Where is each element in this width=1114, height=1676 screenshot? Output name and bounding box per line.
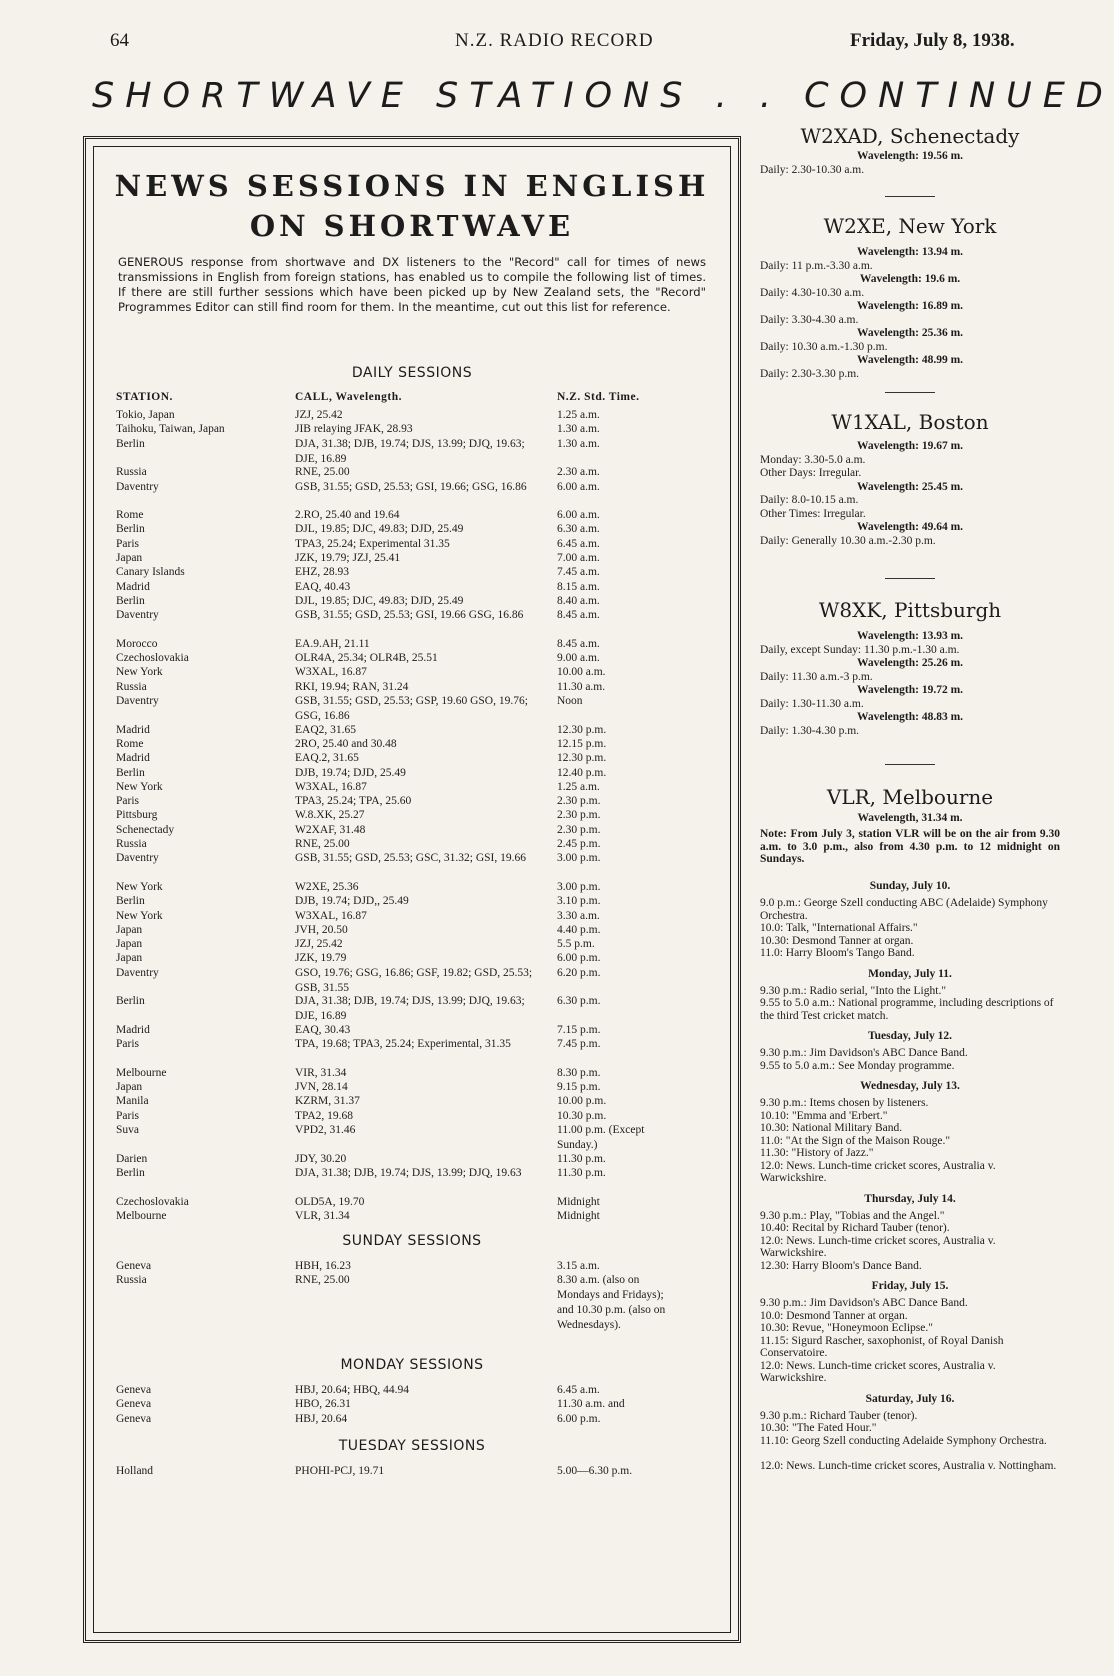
nz-time: 3.00 p.m. xyxy=(557,880,601,893)
schedule-line: Other Times: Irregular. xyxy=(760,507,866,520)
station-call: VIR, 31.34 xyxy=(295,1066,347,1079)
nz-time: 2.45 p.m. xyxy=(557,838,601,850)
station-name: Taihoku, Taiwan, Japan xyxy=(116,423,225,436)
nz-time: 12.40 p.m. xyxy=(557,766,607,779)
station-call: JVN, 28.14 xyxy=(295,1081,348,1094)
station-call: DJB, 19.74; DJD, 25.49 xyxy=(295,766,406,779)
wavelength: Wavelength: 48.99 m. xyxy=(856,354,964,366)
station-name: Pittsburg xyxy=(116,809,158,822)
nz-time: 1.25 a.m. xyxy=(557,409,600,421)
programme-item: 9.30 p.m.: Items chosen by listeners. xyxy=(760,1097,929,1109)
programme-item: 9.30 p.m.: Jim Davidson's ABC Dance Band. xyxy=(760,1047,968,1059)
nz-time: Midnight xyxy=(557,1195,600,1208)
programme-day: Saturday, July 16. xyxy=(865,1392,955,1405)
station-call: W3XAL, 16.87 xyxy=(295,780,367,793)
nz-time: 1.30 a.m. xyxy=(557,423,600,436)
station-name: Berlin xyxy=(116,895,145,908)
station-call: GSB, 31.55; GSD, 25.53; GSC, 31.32; GSI, 19.66 xyxy=(295,852,526,865)
station-name: Geneva xyxy=(116,1260,152,1273)
programme-item: 12.0: News. Lunch-time cricket scores, Australia v. Nottingham. xyxy=(760,1459,1057,1472)
station-name: Geneva xyxy=(116,1398,152,1411)
station-call: RNE, 25.00 xyxy=(295,838,350,850)
programme-item: 12.0: News. Lunch-time cricket scores, Australia v. Warwickshire. xyxy=(760,1159,996,1184)
station-name: Madrid xyxy=(116,752,150,765)
station-name: Tokio, Japan xyxy=(116,409,175,421)
programme-item: 12.0: News. Lunch-time cricket scores, Australia v. Warwickshire. xyxy=(760,1234,996,1259)
nz-time: 11.30 p.m. xyxy=(557,1152,606,1165)
divider-rule xyxy=(885,578,935,579)
programme-item: 10.10: "Emma and 'Erbert." xyxy=(760,1109,888,1122)
station-name: Paris xyxy=(116,537,139,550)
section-banner: SHORTWAVE STATIONS . . CONTINUED xyxy=(92,76,1114,116)
nz-time: 6.30 p.m. xyxy=(557,995,601,1008)
nz-time: Noon xyxy=(557,695,583,707)
programme-item: 9.30 p.m.: Play, "Tobias and the Angel." xyxy=(760,1209,945,1222)
station-call: W2XE, 25.36 xyxy=(295,880,359,893)
nz-time: 5.00—6.30 p.m. xyxy=(557,1464,633,1477)
station-name: Daventry xyxy=(116,966,159,979)
publication-name: N.Z. RADIO RECORD xyxy=(455,30,654,51)
nz-time: 12.15 p.m. xyxy=(557,737,607,750)
nz-time: 6.00 p.m. xyxy=(557,1412,601,1425)
nz-time: 3.00 p.m. xyxy=(557,852,601,865)
station-name: Russia xyxy=(116,680,147,693)
schedule-line: Daily, except Sunday: 11.30 p.m.-1.30 a.m. xyxy=(760,643,960,656)
station-name: Berlin xyxy=(116,523,145,536)
schedule-line: Daily: 1.30-11.30 a.m. xyxy=(760,697,864,710)
wavelength: Wavelength: 19.6 m. xyxy=(859,273,961,285)
programme-item: 9.55 to 5.0 a.m.: See Monday programme. xyxy=(760,1059,955,1072)
station-call: JIB relaying JFAK, 28.93 xyxy=(295,423,413,436)
programme-item: 12.0: News. Lunch-time cricket scores, Australia v. Warwickshire. xyxy=(760,1359,996,1384)
station-name: Paris xyxy=(116,795,139,808)
nz-time: 9.00 a.m. xyxy=(557,652,600,665)
station-call: EAQ, 30.43 xyxy=(295,1023,351,1036)
station-call: DJA, 31.38; DJB, 19.74; DJS, 13.99; DJQ, 19.63 xyxy=(295,1166,522,1179)
station-call: 2.RO, 25.40 and 19.64 xyxy=(295,509,400,522)
station-name: Madrid xyxy=(116,580,150,593)
station-call: EHZ, 28.93 xyxy=(295,566,349,579)
wavelength: Wavelength: 19.72 m. xyxy=(856,684,964,696)
station-name: Suva xyxy=(116,1124,139,1136)
station-name: Berlin xyxy=(116,766,145,779)
station-call: KZRM, 31.37 xyxy=(295,1095,360,1108)
programme-item: 11.0: Harry Bloom's Tango Band. xyxy=(760,947,915,959)
nz-time: 3.10 p.m. xyxy=(557,895,601,908)
box-subtitle: ON SHORTWAVE xyxy=(249,209,575,243)
nz-time: 3.30 a.m. xyxy=(557,909,600,922)
sunday-heading: SUNDAY SESSIONS xyxy=(342,1233,482,1250)
programme-day: Friday, July 15. xyxy=(871,1280,949,1292)
station-call: W2XAF, 31.48 xyxy=(295,823,366,836)
intro-paragraph: GENEROUS response from shortwave and DX listeners to the "Record" call for times of news transmissions in English from foreign stations, has enabled us to compile the following list of times. If there are still further sessions which have been picked up by New Zealand sets, the "Record" Programmes Editor can still find room for them. In the meantime, cut out this list for reference. xyxy=(118,255,706,314)
schedule-line: Daily: 2.30-3.30 p.m. xyxy=(760,367,860,380)
station-name: New York xyxy=(116,780,163,793)
nz-time: 6.45 a.m. xyxy=(557,1383,600,1396)
schedule-line: Daily: Generally 10.30 a.m.-2.30 p.m. xyxy=(760,534,936,547)
nz-time: 12.30 p.m. xyxy=(557,723,607,736)
station-name: Berlin xyxy=(116,594,145,607)
station-name: Schenectady xyxy=(116,823,175,836)
nz-time: 8.30 a.m. (also on Mondays and Fridays); and 10.30 p.m. (also on Wednesdays). xyxy=(557,1274,666,1332)
programme-item: 10.30: National Military Band. xyxy=(760,1122,903,1134)
station-name: Russia xyxy=(116,838,147,850)
monday-heading: MONDAY SESSIONS xyxy=(340,1356,484,1373)
station-call: HBJ, 20.64; HBQ, 44.94 xyxy=(295,1383,410,1396)
station-name: New York xyxy=(116,666,163,679)
station-call: W3XAL, 16.87 xyxy=(295,909,367,922)
w2xe-station-name: W2XE, New York xyxy=(823,214,997,238)
station-name: Czechoslovakia xyxy=(116,652,189,665)
station-call: GSO, 19.76; GSG, 16.86; GSF, 19.82; GSD, 25.53; GSB, 31.55 xyxy=(295,966,533,994)
station-name: Daventry xyxy=(116,695,159,707)
station-name: New York xyxy=(116,880,163,893)
programme-day: Monday, July 11. xyxy=(868,967,952,980)
station-name: Rome xyxy=(116,737,144,750)
station-name: Manila xyxy=(116,1095,149,1108)
issue-date: Friday, July 8, 1938. xyxy=(850,30,1015,51)
schedule-line: Daily: 11.30 a.m.-3 p.m. xyxy=(760,670,873,683)
nz-time: 7.15 p.m. xyxy=(557,1023,601,1036)
nz-time: 2.30 p.m. xyxy=(557,809,601,822)
station-call: TPA3, 25.24; Experimental 31.35 xyxy=(295,537,450,550)
programme-item: 9.30 p.m.: Richard Tauber (tenor). xyxy=(760,1409,918,1422)
station-name: Paris xyxy=(116,1109,139,1122)
station-call: JZJ, 25.42 xyxy=(295,409,343,421)
station-name: Japan xyxy=(116,1081,143,1094)
nz-time: 6.20 p.m. xyxy=(557,966,601,979)
station-name: Daventry xyxy=(116,852,159,865)
station-call: RNE, 25.00 xyxy=(295,466,350,479)
programme-item: 10.0: Desmond Tanner at organ. xyxy=(760,1309,908,1322)
nz-time: 8.15 a.m. xyxy=(557,580,600,593)
wavelength: Wavelength: 19.56 m. xyxy=(856,150,964,162)
nz-time: 11.30 p.m. xyxy=(557,1166,606,1179)
station-name: Berlin xyxy=(116,1166,145,1179)
wavelength: Wavelength: 48.83 m. xyxy=(856,711,964,723)
station-call: GSB, 31.55; GSD, 25.53; GSI, 19.66; GSG, 16.86 xyxy=(295,480,527,493)
divider-rule xyxy=(885,392,935,393)
station-name: Canary Islands xyxy=(116,566,185,579)
programme-item: 11.15: Sigurd Rascher, saxophonist, of Royal Danish Conservatoire. xyxy=(760,1334,1004,1359)
station-call: 2RO, 25.40 and 30.48 xyxy=(295,737,397,750)
station-name: Geneva xyxy=(116,1383,152,1396)
nz-time: 6.00 a.m. xyxy=(557,509,600,522)
programme-item: 9.30 p.m.: Jim Davidson's ABC Dance Band. xyxy=(760,1297,968,1309)
news-sessions-inner xyxy=(93,146,731,1633)
wavelength: Wavelength: 13.94 m. xyxy=(856,246,964,258)
station-name: Morocco xyxy=(116,637,158,650)
divider-rule xyxy=(885,196,935,197)
wavelength: Wavelength: 49.64 m. xyxy=(856,521,964,533)
station-name: Japan xyxy=(116,923,143,936)
wavelength: Wavelength: 19.67 m. xyxy=(856,440,964,452)
station-call: JZK, 19.79 xyxy=(295,952,347,965)
station-call: GSB, 31.55; GSD, 25.53; GSP, 19.60 GSO, 19.76; GSG, 16.86 xyxy=(295,695,528,722)
nz-time: 2.30 p.m. xyxy=(557,823,601,836)
nz-time: 10.30 p.m. xyxy=(557,1109,607,1122)
schedule-line: Monday: 3.30-5.0 a.m. xyxy=(760,453,866,466)
schedule-line: Daily: 8.0-10.15 a.m. xyxy=(760,494,859,506)
station-call: VPD2, 31.46 xyxy=(295,1124,356,1136)
wavelength: Wavelength, 31.34 m. xyxy=(857,812,963,824)
nz-time: Midnight xyxy=(557,1209,600,1222)
station-call: TPA2, 19.68 xyxy=(295,1109,354,1122)
station-name: Japan xyxy=(116,952,143,965)
programme-day: Wednesday, July 13. xyxy=(860,1080,960,1092)
nz-time: 3.15 a.m. xyxy=(557,1260,600,1273)
nz-time: 7.00 a.m. xyxy=(557,552,600,564)
nz-time: 6.30 a.m. xyxy=(557,523,600,536)
programme-item: 9.30 p.m.: Radio serial, "Into the Light." xyxy=(760,984,947,997)
nz-time: 10.00 a.m. xyxy=(557,666,606,679)
station-call: W.8.XK, 25.27 xyxy=(295,809,365,822)
schedule-line: Daily: 2.30-10.30 a.m. xyxy=(760,164,865,176)
station-name: Daventry xyxy=(116,480,159,493)
station-call: W3XAL, 16.87 xyxy=(295,666,367,679)
schedule-line: Daily: 4.30-10.30 a.m. xyxy=(760,286,865,299)
nz-time: 1.30 a.m. xyxy=(557,437,600,450)
station-call: RKI, 19.94; RAN, 31.24 xyxy=(295,680,409,693)
programme-item: 9.55 to 5.0 a.m.: National programme, including descriptions of the third Test cricket match. xyxy=(760,997,1054,1022)
programme-item: 12.30: Harry Bloom's Dance Band. xyxy=(760,1259,922,1272)
station-name: Japan xyxy=(116,938,143,951)
nz-time: 9.15 p.m. xyxy=(557,1081,601,1094)
station-call: HBH, 16.23 xyxy=(295,1260,351,1273)
station-call: DJA, 31.38; DJB, 19.74; DJS, 13.99; DJQ, 19.63; DJE, 16.89 xyxy=(295,995,525,1023)
station-name: Japan xyxy=(116,552,143,564)
station-call: DJL, 19.85; DJC, 49.83; DJD, 25.49 xyxy=(295,594,464,607)
station-call: EAQ.2, 31.65 xyxy=(295,752,359,765)
station-call: RNE, 25.00 xyxy=(295,1274,350,1287)
station-name: Holland xyxy=(116,1464,154,1477)
programme-item: 10.30: Desmond Tanner at organ. xyxy=(760,934,914,947)
station-name: Czechoslovakia xyxy=(116,1195,189,1208)
station-name: New York xyxy=(116,909,163,922)
nz-time: 5.5 p.m. xyxy=(557,938,595,951)
schedule-line: Other Days: Irregular. xyxy=(760,467,862,479)
nz-time: 11.30 a.m. xyxy=(557,680,606,693)
vlr-station-name: VLR, Melbourne xyxy=(826,785,994,809)
station-call: OLD5A, 19.70 xyxy=(295,1195,365,1208)
station-call: EA.9.AH, 21.11 xyxy=(295,637,370,650)
programme-item: 11.10: Georg Szell conducting Adelaide Symphony Orchestra. xyxy=(760,1434,1047,1447)
nz-time: 10.00 p.m. xyxy=(557,1095,607,1108)
wavelength: Wavelength: 25.26 m. xyxy=(856,657,964,669)
programme-item: 11.30: "History of Jazz." xyxy=(760,1147,874,1159)
station-call: EAQ2, 31.65 xyxy=(295,723,357,736)
box-title: NEWS SESSIONS IN ENGLISH xyxy=(114,169,710,203)
station-call: JVH, 20.50 xyxy=(295,923,348,936)
station-name: Russia xyxy=(116,466,147,479)
nz-time: 6.45 a.m. xyxy=(557,537,600,550)
nz-time: 2.30 a.m. xyxy=(557,466,600,479)
nz-time: 7.45 a.m. xyxy=(557,566,600,579)
station-call: TPA, 19.68; TPA3, 25.24; Experimental, 31.35 xyxy=(295,1038,511,1051)
programme-item: 10.30: "The Fated Hour." xyxy=(760,1422,877,1434)
w2xad-station-name: W2XAD, Schenectady xyxy=(800,124,1020,148)
col-call: CALL, Wavelength. xyxy=(295,391,403,403)
programme-item: 10.40: Recital by Richard Tauber (tenor). xyxy=(760,1222,950,1234)
news-sessions-box xyxy=(83,136,741,1643)
nz-time: 8.30 p.m. xyxy=(557,1066,601,1079)
station-name: Russia xyxy=(116,1274,147,1287)
station-name: Darien xyxy=(116,1152,148,1165)
station-call: GSB, 31.55; GSD, 25.53; GSI, 19.66 GSG, 16.86 xyxy=(295,609,524,622)
station-name: Madrid xyxy=(116,1023,150,1036)
station-call: JZJ, 25.42 xyxy=(295,938,343,951)
tuesday-heading: TUESDAY SESSIONS xyxy=(338,1437,486,1454)
station-name: Madrid xyxy=(116,723,150,736)
nz-time: 7.45 p.m. xyxy=(557,1038,601,1051)
col-time: N.Z. Std. Time. xyxy=(557,391,640,403)
station-name: Melbourne xyxy=(116,1209,167,1222)
programme-day: Thursday, July 14. xyxy=(864,1192,956,1205)
schedule-line: Daily: 1.30-4.30 p.m. xyxy=(760,724,860,737)
w1xal-station-name: W1XAL, Boston xyxy=(831,410,989,434)
nz-time: 6.00 p.m. xyxy=(557,952,601,965)
programme-day: Sunday, July 10. xyxy=(869,880,951,892)
wavelength: Wavelength: 25.36 m. xyxy=(856,327,964,339)
station-call: DJL, 19.85; DJC, 49.83; DJD, 25.49 xyxy=(295,523,464,536)
station-call: HBO, 26.31 xyxy=(295,1398,351,1411)
station-name: Berlin xyxy=(116,995,145,1008)
station-call: OLR4A, 25.34; OLR4B, 25.51 xyxy=(295,652,438,665)
nz-time: 1.25 a.m. xyxy=(557,780,600,793)
nz-time: 2.30 p.m. xyxy=(557,795,601,808)
station-call: JZK, 19.79; JZJ, 25.41 xyxy=(295,552,401,564)
station-call: VLR, 31.34 xyxy=(295,1209,350,1222)
programme-item: 11.0: "At the Sign of the Maison Rouge." xyxy=(760,1134,951,1147)
w8xk-station-name: W8XK, Pittsburgh xyxy=(818,598,1002,622)
station-call: DJA, 31.38; DJB, 19.74; DJS, 13.99; DJQ, 19.63; DJE, 16.89 xyxy=(295,437,525,465)
nz-time: 8.40 a.m. xyxy=(557,594,600,607)
station-name: Berlin xyxy=(116,437,145,450)
programme-day: Tuesday, July 12. xyxy=(868,1030,952,1042)
divider-rule xyxy=(885,764,935,765)
station-call: TPA3, 25.24; TPA, 25.60 xyxy=(295,795,412,808)
wavelength: Wavelength: 25.45 m. xyxy=(856,480,964,493)
nz-time: 11.00 p.m. (Except Sunday.) xyxy=(557,1124,645,1151)
page-number: 64 xyxy=(110,30,129,51)
wavelength: Wavelength: 13.93 m. xyxy=(856,630,964,642)
station-name: Geneva xyxy=(116,1412,152,1425)
station-call: PHOHI-PCJ, 19.71 xyxy=(295,1464,385,1477)
station-name: Paris xyxy=(116,1038,139,1051)
vlr-note: Note: From July 3, station VLR will be on the air from 9.30 a.m. to 3.0 p.m., also from 4.30 p.m. to 12 midnight on Sundays. xyxy=(760,828,1060,865)
nz-time: 8.45 a.m. xyxy=(557,637,600,650)
nz-time: 8.45 a.m. xyxy=(557,609,600,622)
station-call: DJB, 19.74; DJD,, 25.49 xyxy=(295,895,409,908)
nz-time: 4.40 p.m. xyxy=(557,923,601,936)
schedule-line: Daily: 11 p.m.-3.30 a.m. xyxy=(760,259,873,272)
station-call: EAQ, 40.43 xyxy=(295,580,351,593)
daily-sessions-heading: DAILY SESSIONS xyxy=(351,365,473,381)
programme-item: 9.0 p.m.: George Szell conducting ABC (Adelaide) Symphony Orchestra. xyxy=(760,897,1048,922)
nz-time: 6.00 a.m. xyxy=(557,480,600,493)
station-name: Melbourne xyxy=(116,1066,167,1079)
schedule-line: Daily: 3.30-4.30 a.m. xyxy=(760,313,859,326)
programme-item: 10.0: Talk, "International Affairs." xyxy=(760,922,918,934)
col-station: STATION. xyxy=(116,391,173,403)
station-name: Daventry xyxy=(116,609,159,622)
nz-time: 11.30 a.m. and xyxy=(557,1398,625,1411)
nz-time: 12.30 p.m. xyxy=(557,752,607,765)
wavelength: Wavelength: 16.89 m. xyxy=(856,300,964,312)
station-call: HBJ, 20.64 xyxy=(295,1412,348,1425)
station-call: JDY, 30.20 xyxy=(295,1152,347,1165)
station-name: Rome xyxy=(116,509,144,522)
programme-item: 10.30: Revue, "Honeymoon Eclipse." xyxy=(760,1322,933,1334)
schedule-line: Daily: 10.30 a.m.-1.30 p.m. xyxy=(760,340,888,353)
